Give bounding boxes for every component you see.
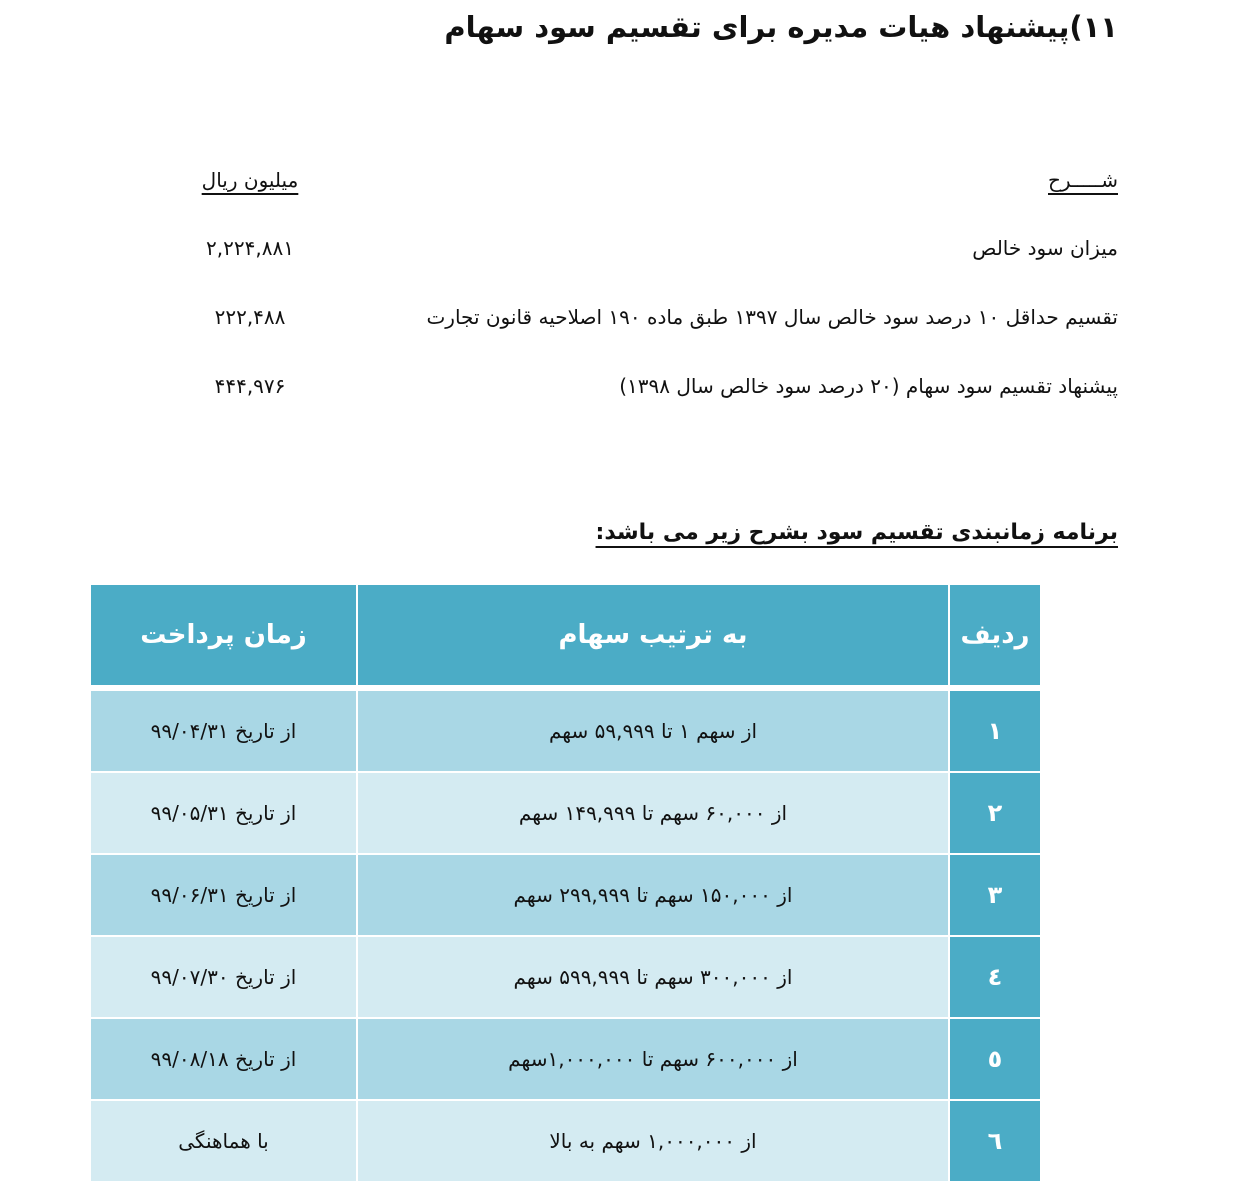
summary-description: میزان سود خالص [972, 236, 1118, 260]
row-index: ۳ [949, 854, 1041, 936]
share-range-cell: از ۱,۰۰۰,۰۰۰ سهم به بالا [357, 1100, 949, 1182]
table-row [90, 1018, 1041, 1100]
schedule-heading: برنامه زمانبندی تقسیم سود بشرح زیر می باشد: [595, 520, 1118, 545]
table-row [90, 936, 1041, 1018]
payment-date-cell: از تاریخ ۹۹/۰۶/۳۱ [90, 854, 357, 936]
summary-amount: ۲,۲۲۴,۸۸۱ [206, 236, 294, 260]
section-title: ۱۱)پیشنهاد هیات مدیره برای تقسیم سود سهام [444, 10, 1118, 44]
payment-date-cell: با هماهنگی [90, 1100, 357, 1182]
table-row [90, 688, 1041, 772]
summary-amount: ۲۲۲,۴۸۸ [214, 305, 286, 329]
summary-description: پیشنهاد تقسیم سود سهام (۲۰ درصد سود خالص سال ۱۳۹۸) [619, 374, 1118, 398]
table-row [90, 854, 1041, 936]
header-index: ردیف [949, 585, 1041, 688]
summary-description: تقسیم حداقل ۱۰ درصد سود خالص سال ۱۳۹۷ طبق ماده ۱۹۰ اصلاحیه قانون تجارت [426, 305, 1118, 329]
share-range-cell: از سهم ۱ تا ۵۹,۹۹۹ سهم [357, 688, 949, 772]
share-range-cell: از ۶۰,۰۰۰ سهم تا ۱۴۹,۹۹۹ سهم [357, 772, 949, 854]
row-index: ۲ [949, 772, 1041, 854]
payment-date-cell: از تاریخ ۹۹/۰۷/۳۰ [90, 936, 357, 1018]
row-index: ٤ [949, 936, 1041, 1018]
share-range-cell: از ۶۰۰,۰۰۰ سهم تا ۱,۰۰۰,۰۰۰سهم [357, 1018, 949, 1100]
row-index: ۱ [949, 688, 1041, 772]
header-payment-time: زمان پرداخت [90, 585, 357, 688]
table-row [90, 1100, 1041, 1182]
payment-date-cell: از تاریخ ۹۹/۰۵/۳۱ [90, 772, 357, 854]
description-column-label: شـــــرح [1048, 168, 1118, 192]
schedule-table [89, 585, 1042, 1183]
payment-date-cell: از تاریخ ۹۹/۰۸/۱۸ [90, 1018, 357, 1100]
share-range-cell: از ۳۰۰,۰۰۰ سهم تا ۵۹۹,۹۹۹ سهم [357, 936, 949, 1018]
row-index: ٦ [949, 1100, 1041, 1182]
summary-row-net-profit [0, 236, 1248, 272]
summary-row-min-distribution [0, 305, 1248, 341]
table-header-row [90, 585, 1041, 688]
row-index: ٥ [949, 1018, 1041, 1100]
summary-header [0, 168, 1248, 204]
table-row [90, 772, 1041, 854]
schedule-table-container [89, 585, 1040, 1183]
payment-date-cell: از تاریخ ۹۹/۰۴/۳۱ [90, 688, 357, 772]
share-range-cell: از ۱۵۰,۰۰۰ سهم تا ۲۹۹,۹۹۹ سهم [357, 854, 949, 936]
header-share-range: به ترتیب سهام [357, 585, 949, 688]
summary-row-proposed-dividend [0, 374, 1248, 410]
summary-amount: ۴۴۴,۹۷۶ [214, 374, 286, 398]
amount-unit-label: میلیون ریال [201, 168, 299, 192]
